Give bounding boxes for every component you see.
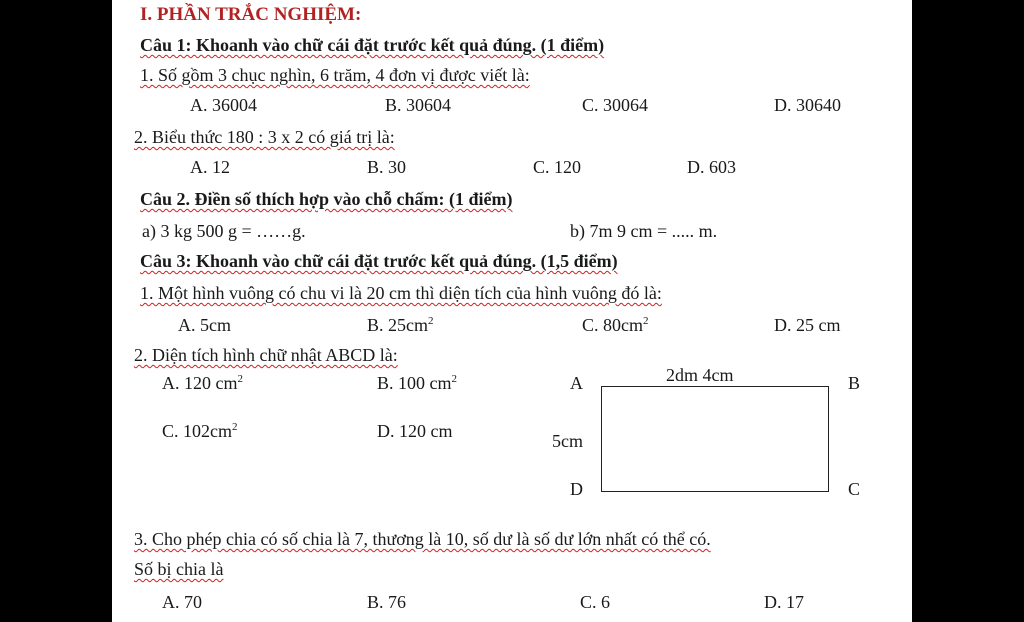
q1-item2-option-a[interactable]: A. 12 (190, 157, 230, 177)
q3-item1-option-c[interactable]: C. $80cm^2$ (582, 315, 649, 335)
q1-item2-option-b[interactable]: B. 30 (367, 157, 407, 177)
q3-item3-text: 3. Cho phép chia có số chia là 7, thương là 10, số dư là số dư lớn nhất có thể có. (134, 529, 711, 549)
q1-item2-text: 2. Biểu thức 180 : 3 x 2 có giá trị là: (134, 127, 395, 147)
q3-item1-option-a[interactable]: A. 5cm (178, 315, 231, 335)
q2-heading: Câu 2. Điền số thích hợp vào chỗ chấm: (1 điểm) (140, 189, 513, 209)
worksheet-page (112, 0, 912, 622)
q2-part-b: b) 7m 9 cm = ..... m. (570, 221, 718, 241)
q1-item2-option-d[interactable]: D. 603 (687, 157, 736, 177)
corner-label-c: C (848, 479, 861, 499)
q3-item3-text2: Số bị chia là (134, 559, 224, 579)
corner-label-d: D (570, 479, 583, 499)
q3-item2-option-a[interactable]: A. 120 $cm^2$ (162, 373, 243, 393)
q1-item1-text: 1. Số gồm 3 chục nghìn, 6 trăm, 4 đơn vị được viết là: (140, 65, 530, 85)
q3-item2-option-c[interactable]: C. $102cm^2$ (162, 421, 238, 441)
q3-item3-option-c[interactable]: C. 6 (580, 592, 611, 612)
corner-label-b: B (848, 373, 861, 393)
corner-label-a: A (570, 373, 583, 393)
q3-item3-option-d[interactable]: D. 17 (764, 592, 804, 612)
q3-item2-option-d[interactable]: D. 120 cm (377, 421, 453, 441)
q3-item1-option-b[interactable]: B. $25cm^2$ (367, 315, 434, 335)
q1-item1-option-d[interactable]: D. 30640 (774, 95, 841, 115)
q2-part-a: a) 3 kg 500 g = ……g. (142, 221, 306, 241)
top-side-label: 2dm 4cm (666, 365, 734, 385)
q1-item1-option-b[interactable]: B. 30604 (385, 95, 452, 115)
q3-item2-text: 2. Diện tích hình chữ nhật ABCD là: (134, 345, 398, 365)
q3-item1-option-d[interactable]: D. 25 cm (774, 315, 841, 335)
q1-item1-option-a[interactable]: A. 36004 (190, 95, 257, 115)
left-side-label: 5cm (552, 431, 583, 451)
q3-item2-option-b[interactable]: B. 100 $cm^2$ (377, 373, 457, 393)
q1-heading: Câu 1: Khoanh vào chữ cái đặt trước kết quả đúng. (1 điểm) (140, 35, 605, 55)
rectangle-abcd (601, 386, 829, 492)
q1-item2-option-c[interactable]: C. 120 (533, 157, 582, 177)
q3-item3-option-b[interactable]: B. 76 (367, 592, 407, 612)
q3-item1-text: 1. Một hình vuông có chu vi là 20 cm thì diện tích của hình vuông đó là: (140, 283, 662, 303)
q1-item1-option-c[interactable]: C. 30064 (582, 95, 649, 115)
section-title: I. PHẦN TRẮC NGHIỆM: (140, 4, 362, 25)
q3-heading: Câu 3: Khoanh vào chữ cái đặt trước kết quả đúng. (1,5 điểm) (140, 251, 618, 271)
q3-item3-option-a[interactable]: A. 70 (162, 592, 202, 612)
